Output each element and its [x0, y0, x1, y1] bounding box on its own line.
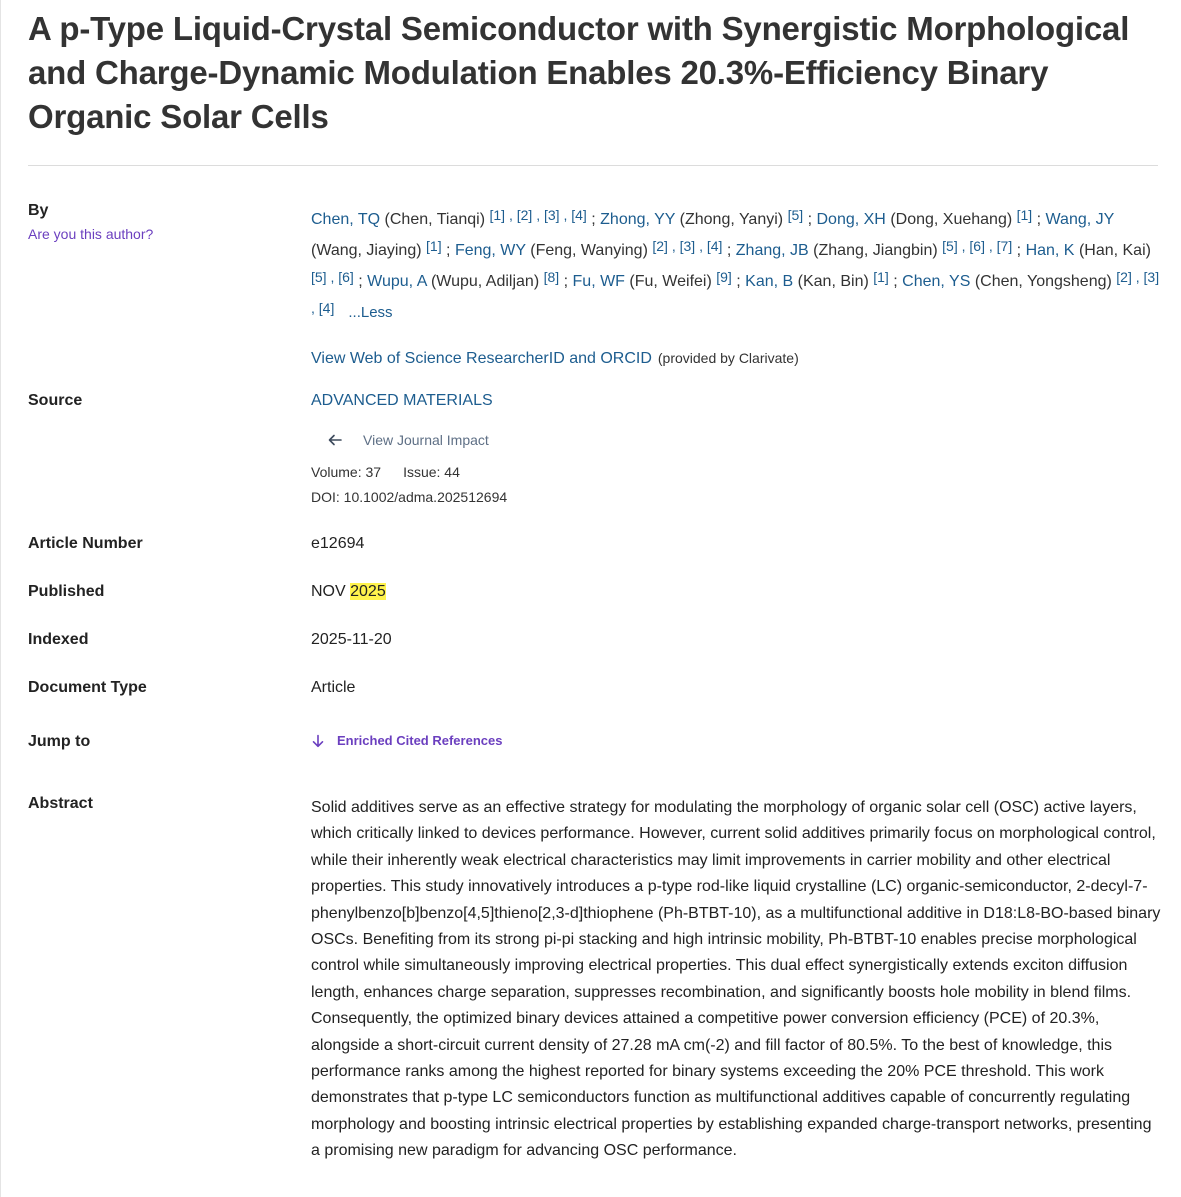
author-full-name: (Wang, Jiaying): [311, 242, 422, 259]
author-name-link[interactable]: Feng, WY: [454, 242, 526, 259]
affiliation-link[interactable]: [5]: [787, 207, 804, 223]
affiliation-link[interactable]: [1]: [873, 269, 889, 285]
author-name-link[interactable]: Zhong, YY: [600, 211, 676, 228]
author-separator: ;: [803, 211, 817, 228]
document-type-value: Article: [311, 679, 356, 696]
authors-label: By: [28, 202, 49, 219]
affiliation-link[interactable]: [3]: [543, 207, 560, 223]
author-separator: ;: [1032, 211, 1046, 228]
record-page: [1, 0, 1181, 1165]
journal-link[interactable]: ADVANCED MATERIALS: [311, 392, 493, 409]
author-separator: ;: [1012, 242, 1026, 259]
affiliation-link[interactable]: [1]: [489, 207, 506, 223]
abstract-text: Solid additives serve as an effective strategy for modulating the morphology of organic solar cell (OSC) active layers, which critically linked to devices performance. However, current solid additives primarily focus on morphological control, while their inherently weak electrical characteristics may limit improvements in carrier mobility and other electrical properties. This study innovatively introduces a p-type rod-like liquid crystalline (LC) organic-semiconductor, 2-decyl-7-phenylbenzo[b]benzo[4,5]thieno[2,3-d]thiophene (Ph-BTBT-10), as a multifunctional additive in D18:L8-BO-based binary OSCs. Benefiting from its strong pi-pi stacking and high intrinsic mobility, Ph-BTBT-10 enables precise morphological control while simultaneously improving electrical properties. This dual effect synergistically extends exciton diffusion length, enhances charge separation, suppresses recombination, and significantly boosts hole mobility in blend films. Consequently, the optimized binary devices attained a competitive power conversion efficiency (PCE) of 20.3%, alongside a short-circuit current density of 27.28 mA cm(-2) and fill factor of 80.5%. To the best of knowledge, this performance ranks among the highest reported for binary systems exceeding the 20% PCE threshold. This work demonstrates that p-type LC semiconductors function as multifunctional additives capable of concurrently regulating morphology and boosting intrinsic electrical properties by establishing expanded charge-transport networks, presenting a promising new paradigm for advancing OSC performance.: [311, 799, 1161, 1160]
author-full-name: (Feng, Wanying): [530, 242, 648, 259]
author-name-link[interactable]: Fu, WF: [572, 273, 625, 290]
author-name-link[interactable]: Chen, TQ: [311, 211, 381, 228]
affiliation-link[interactable]: [6]: [969, 238, 985, 254]
affiliation-link[interactable]: [2]: [652, 238, 668, 254]
article-number-row: [28, 535, 1157, 583]
published-month: NOV: [311, 583, 346, 600]
affiliation-separator: ,: [532, 207, 544, 223]
published-year-highlight: 2025: [350, 583, 386, 600]
affiliation-separator: ,: [984, 238, 997, 254]
journal-impact-button[interactable]: [311, 432, 1157, 448]
affiliation-separator: ,: [326, 269, 339, 285]
affiliation-link[interactable]: [3]: [679, 238, 696, 254]
researcher-id-line: [311, 350, 1157, 368]
abstract-row: [28, 795, 1161, 1165]
author-full-name: (Dong, Xuehang): [890, 211, 1013, 228]
author-separator: ;: [586, 211, 601, 228]
published-label: Published: [28, 583, 105, 600]
affiliation-link[interactable]: [4]: [706, 238, 723, 254]
indexed-label: Indexed: [28, 631, 89, 648]
author-name-link[interactable]: Kan, B: [745, 273, 794, 290]
source-label: Source: [28, 392, 83, 409]
document-type-row: [28, 679, 1157, 727]
author-name-link[interactable]: Wang, JY: [1045, 211, 1115, 228]
author-full-name: (Zhong, Yanyi): [679, 211, 784, 228]
article-number-label: Article Number: [28, 535, 143, 552]
doi-text: DOI: 10.1002/adma.202512694: [311, 489, 508, 505]
affiliation-link[interactable]: [1]: [1016, 207, 1033, 223]
author-separator: ;: [722, 242, 736, 259]
author-separator: ;: [353, 273, 368, 290]
enriched-cited-references-link[interactable]: [311, 733, 1157, 748]
author-full-name: (Fu, Weifei): [629, 273, 712, 290]
claim-author-link[interactable]: Are you this author?: [28, 226, 154, 242]
affiliation-link[interactable]: [6]: [338, 269, 354, 285]
author-full-name: (Chen, Tianqi): [384, 211, 486, 228]
journal-impact-label: View Journal Impact: [363, 432, 489, 448]
jump-to-row: [28, 733, 1157, 795]
affiliation-link[interactable]: [4]: [318, 300, 335, 316]
author-separator: ;: [731, 273, 746, 290]
author-full-name: (Han, Kai): [1078, 242, 1151, 259]
affiliation-link[interactable]: [8]: [543, 269, 560, 285]
arrow-down-icon: [311, 734, 325, 748]
author-full-name: (Kan, Bin): [797, 273, 869, 290]
author-separator: ;: [441, 242, 455, 259]
author-name-link[interactable]: Han, K: [1025, 242, 1075, 259]
affiliation-link[interactable]: [9]: [716, 269, 732, 285]
volume-text: Volume: 37: [311, 464, 382, 480]
show-less-link[interactable]: ...Less: [348, 304, 393, 321]
source-row: [28, 392, 1157, 505]
jump-to-label: Jump to: [28, 733, 91, 750]
author-separator: ;: [888, 273, 903, 290]
affiliation-link[interactable]: [3]: [1143, 269, 1160, 285]
volume-issue: [311, 464, 1157, 480]
author-name-link[interactable]: Wupu, A: [367, 273, 427, 290]
provided-by-text: (provided by Clarivate): [657, 350, 799, 366]
enriched-cited-references-label: Enriched Cited References: [337, 733, 503, 748]
affiliation-separator: ,: [559, 207, 572, 223]
indexed-value: 2025-11-20: [311, 631, 392, 648]
published-value: [311, 583, 1157, 601]
affiliation-link[interactable]: [7]: [996, 238, 1013, 254]
affiliation-separator: ,: [505, 207, 517, 223]
affiliation-separator: ,: [667, 238, 680, 254]
affiliation-separator: ,: [957, 238, 970, 254]
title-divider: [28, 165, 1158, 166]
author-name-link[interactable]: Zhang, JB: [735, 242, 809, 259]
author-full-name: (Wupu, Adiljan): [430, 273, 540, 290]
published-row: [28, 583, 1157, 631]
affiliation-link[interactable]: [2]: [516, 207, 533, 223]
author-name-link[interactable]: Dong, XH: [816, 211, 886, 228]
author-full-name: (Zhang, Jiangbin): [813, 242, 938, 259]
abstract-label: Abstract: [28, 795, 93, 812]
affiliation-link[interactable]: [5]: [942, 238, 958, 254]
indexed-row: [28, 631, 1157, 679]
authors-row: [28, 202, 1160, 368]
arrow-left-icon: [327, 432, 343, 448]
issue-text: Issue: 44: [403, 464, 460, 480]
affiliation-link[interactable]: [1]: [426, 238, 442, 254]
affiliation-link[interactable]: [5]: [311, 269, 327, 285]
author-full-name: (Chen, Yongsheng): [974, 273, 1112, 290]
document-type-label: Document Type: [28, 679, 147, 696]
article-number-value: e12694: [311, 535, 365, 552]
author-separator: ;: [559, 273, 573, 290]
affiliation-separator: ,: [311, 300, 319, 316]
affiliation-link[interactable]: [4]: [571, 207, 587, 223]
affiliation-separator: ,: [1131, 269, 1144, 285]
researcher-id-link[interactable]: View Web of Science ResearcherID and ORCID: [311, 350, 652, 367]
page-title: A p-Type Liquid-Crystal Semiconductor with Synergistic Morphological and Charge-Dynamic Modulation Enables 20.3%-Efficiency Binary Organic Solar Cells: [28, 10, 1130, 135]
affiliation-link[interactable]: [2]: [1116, 269, 1132, 285]
author-name-link[interactable]: Chen, YS: [902, 273, 971, 290]
author-list: [311, 202, 1161, 326]
affiliation-separator: ,: [695, 238, 707, 254]
